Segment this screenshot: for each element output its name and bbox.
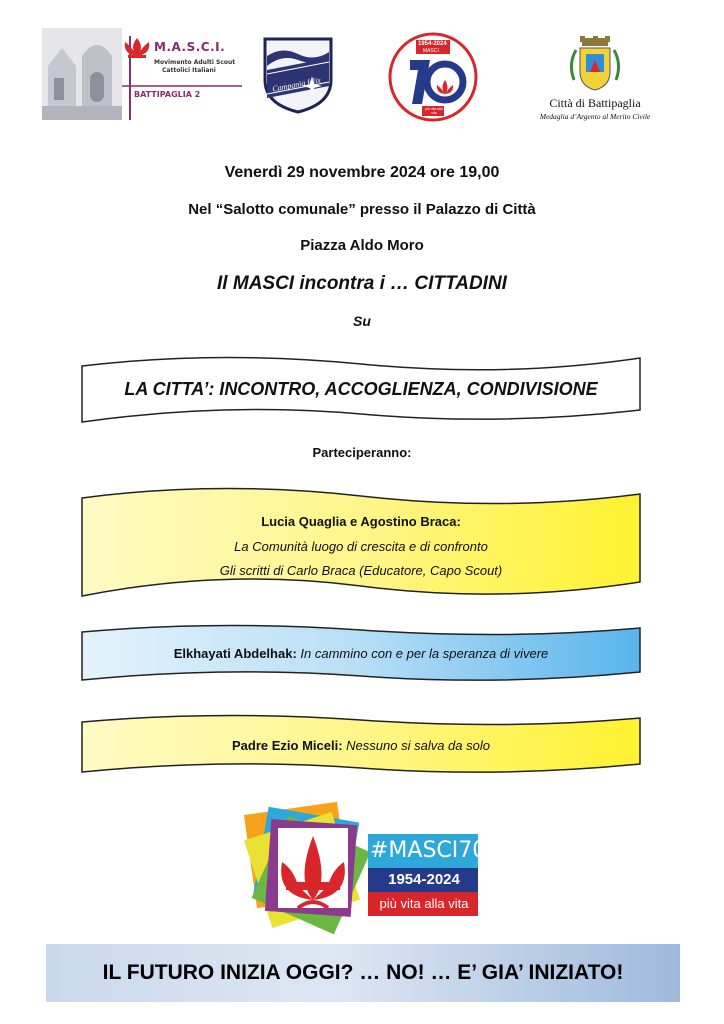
masci70-motto: più vita alla vita — [379, 896, 469, 911]
speaker-1-line-2: Gli scritti di Carlo Braca (Educatore, Capo Scout) — [219, 563, 503, 578]
city-battipaglia-logo — [520, 36, 670, 128]
campania-felix-logo — [262, 36, 334, 114]
event-square: Piazza Aldo Moro — [300, 237, 424, 254]
masci70-years: 1954-2024 — [388, 871, 460, 888]
city-subtitle: Medaglia d’Argento al Merito Civile — [539, 112, 651, 121]
speaker-2-text — [78, 646, 644, 661]
campania-felix-text: Campania felix — [271, 75, 322, 94]
speaker-3-talk: Nessuno si salva da solo — [346, 738, 490, 753]
theme-text: LA CITTA’: INCONTRO, ACCOGLIENZA, CONDIVISIONE — [124, 379, 598, 399]
masci-group: BATTIPAGLIA 2 — [134, 90, 201, 99]
speaker-banner-3 — [78, 712, 644, 778]
footer-banner — [46, 944, 680, 1002]
event-headline: Il MASCI incontra i … CITTADINI — [217, 273, 507, 294]
badge-years: 1954-2024 — [418, 41, 447, 47]
shield-icon — [262, 36, 334, 114]
scout-lily-icon — [238, 800, 488, 936]
city-crest-icon — [520, 36, 670, 94]
speaker-banner-1 — [78, 484, 644, 602]
speaker-2-name: Elkhayati Abdelhak: — [173, 646, 297, 661]
masci-line1: Movimento Adulti Scout — [154, 59, 236, 66]
participants-label: Parteciperanno: — [312, 445, 412, 460]
masci-battipaglia-logo — [42, 26, 242, 122]
event-date-time: Venerdì 29 novembre 2024 ore 19,00 — [224, 164, 500, 181]
event-on: Su — [353, 313, 371, 329]
masci-70-badge — [388, 32, 478, 122]
badge-motto: più vita alla vita — [425, 107, 443, 115]
speaker-2-talk: In cammino con e per la speranza di vivere — [300, 646, 549, 661]
theme-banner — [78, 352, 644, 428]
speaker-banner-2 — [78, 622, 644, 686]
speaker-3-text — [78, 738, 644, 753]
masci70-hashtag: #MASCI70 — [370, 838, 487, 863]
speaker-3-name: Padre Ezio Miceli: — [232, 738, 343, 753]
speaker-1-line-1: La Comunità luogo di crescita e di confronto — [234, 539, 488, 554]
masci70-logo — [238, 800, 488, 936]
masci-title: M.A.S.C.I. — [154, 40, 226, 54]
badge-org: MASCI — [423, 48, 439, 54]
masci-line2: Cattolici Italiani — [162, 67, 216, 74]
event-venue: Nel “Salotto comunale” presso il Palazzo di Città — [188, 201, 536, 218]
speaker-1-name: Lucia Quaglia e Agostino Braca: — [261, 514, 461, 529]
city-name: Città di Battipaglia — [549, 96, 641, 110]
footer-slogan: IL FUTURO INIZIA OGGI? … NO! … E’ GIA’ INIZIATO! — [102, 961, 624, 984]
